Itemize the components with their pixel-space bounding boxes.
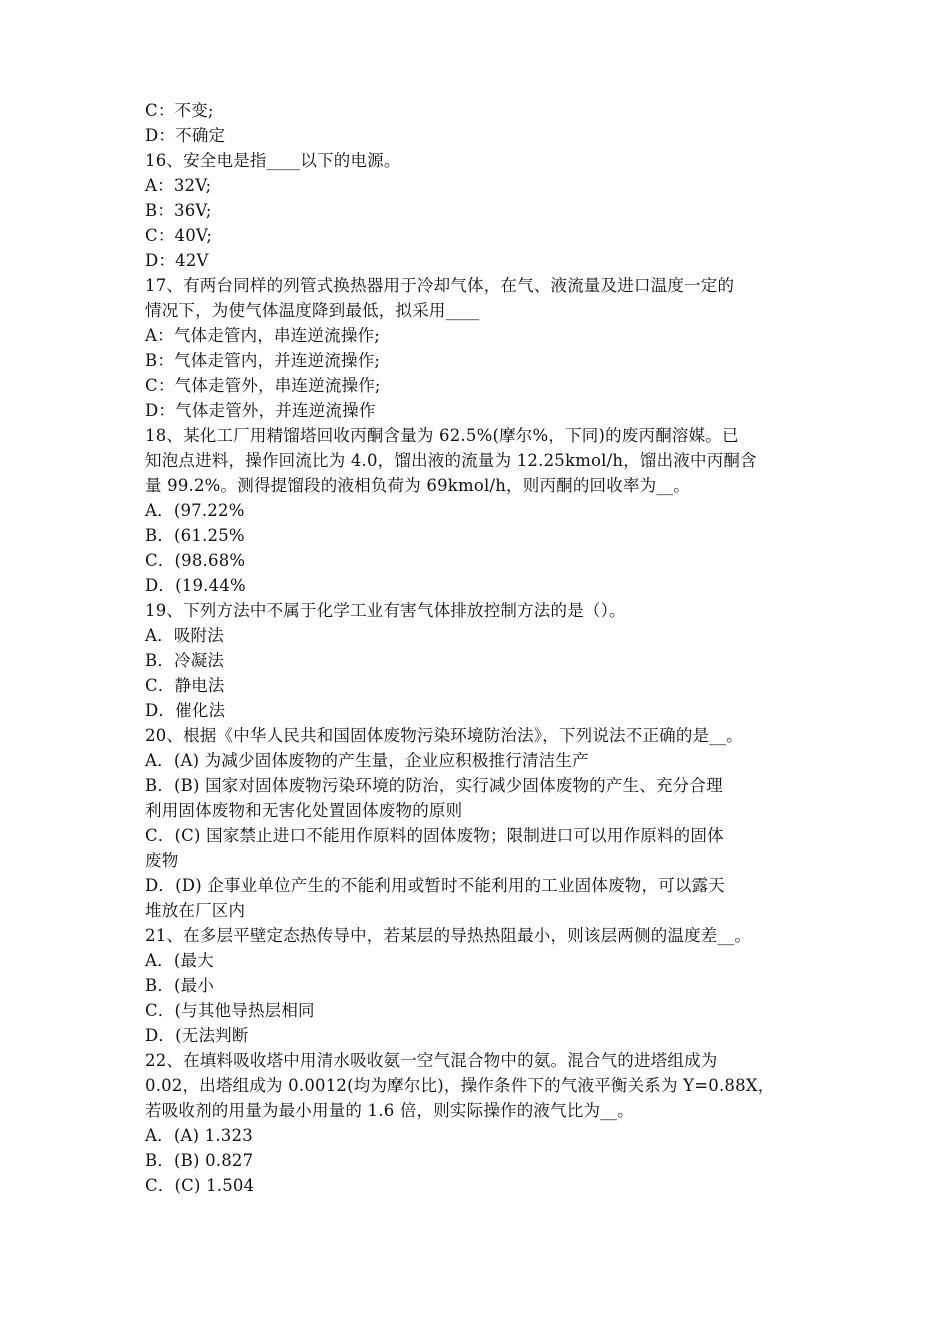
- option-c-q19: C．静电法: [145, 676, 225, 695]
- option-b-q18: B．(61.25%: [145, 526, 245, 545]
- option-b-q22: B．(B) 0.827: [145, 1151, 254, 1170]
- option-c-q18: C．(98.68%: [145, 551, 246, 570]
- question-16: 16、安全电是指____以下的电源。: [145, 151, 401, 170]
- question-22-line-1: 22、在填料吸收塔中用清水吸收氨一空气混合物中的氨。混合气的进塔组成为: [145, 1051, 718, 1070]
- option-d-q20-line-1: D．(D) 企事业单位产生的不能利用或暂时不能利用的工业固体废物，可以露天: [145, 876, 725, 895]
- document-body: [145, 98, 810, 1198]
- question-20: 20、根据《中华人民共和国固体废物污染环境防治法》，下列说法不正确的是__。: [145, 726, 743, 745]
- question-17-line-2: 情况下，为使气体温度降到最低，拟采用____: [145, 301, 480, 320]
- option-b-q21: B．(最小: [145, 976, 215, 995]
- question-18-line-2: 知泡点进料，操作回流比为 4.0，馏出液的流量为 12.25kmol/h，馏出液中丙酮含: [145, 451, 757, 470]
- option-a-q16: A：32V;: [145, 176, 212, 195]
- option-d-q20-line-2: 堆放在厂区内: [145, 901, 246, 920]
- option-a-q18: A．(97.22%: [145, 501, 245, 520]
- option-a-q17: A：气体走管内，串连逆流操作;: [145, 326, 380, 345]
- option-b-q20-line-2: 利用固体废物和无害化处置固体废物的原则: [145, 801, 463, 820]
- option-c-q17: C：气体走管外，串连逆流操作;: [145, 376, 381, 395]
- option-d-q16: D：42V: [145, 251, 209, 270]
- option-b-q19: B．冷凝法: [145, 651, 225, 670]
- option-c-q20-line-2: 废物: [145, 851, 179, 870]
- option-d-q19: D．催化法: [145, 701, 226, 720]
- option-c-q22: C．(C) 1.504: [145, 1176, 255, 1195]
- question-22-line-2: 0.02，出塔组成为 0.0012(均为摩尔比)，操作条件下的气液平衡关系为 Y=0.88X，: [145, 1076, 775, 1095]
- question-18-line-1: 18、某化工厂用精馏塔回收丙酮含量为 62.5%(摩尔%，下同)的废丙酮溶媒。已: [145, 426, 739, 445]
- question-21: 21、在多层平壁定态热传导中，若某层的导热热阻最小，则该层两侧的温度差__。: [145, 926, 752, 945]
- option-a-q21: A．(最大: [145, 951, 214, 970]
- option-d-q17: D：气体走管外，并连逆流操作: [145, 401, 376, 420]
- option-c-q16: C：40V;: [145, 226, 213, 245]
- question-17-line-1: 17、有两台同样的列管式换热器用于冷却气体，在气、液流量及进口温度一定的: [145, 276, 735, 295]
- option-b-q20-line-1: B．(B) 国家对固体废物污染环境的防治，实行减少固体废物的产生、充分合理: [145, 776, 723, 795]
- option-c-q15: C：不变;: [145, 101, 214, 120]
- option-c-q21: C．(与其他导热层相同: [145, 1001, 315, 1020]
- question-18-line-3: 量 99.2%。测得提馏段的液相负荷为 69kmol/h，则丙酮的回收率为__。: [145, 476, 690, 495]
- option-c-q20-line-1: C．(C) 国家禁止进口不能用作原料的固体废物；限制进口可以用作原料的固体: [145, 826, 724, 845]
- option-d-q15: D：不确定: [145, 126, 226, 145]
- question-22-line-3: 若吸收剂的用量为最小用量的 1.6 倍，则实际操作的液气比为__。: [145, 1101, 634, 1120]
- option-d-q21: D．(无法判断: [145, 1026, 249, 1045]
- question-19: 19、下列方法中不属于化学工业有害气体排放控制方法的是（）。: [145, 601, 626, 620]
- option-a-q19: A．吸附法: [145, 626, 224, 645]
- option-b-q17: B：气体走管内，并连逆流操作;: [145, 351, 381, 370]
- option-a-q20: A．(A) 为减少固体废物的产生量，企业应积极推行清洁生产: [145, 751, 589, 770]
- option-a-q22: A．(A) 1.323: [145, 1126, 253, 1145]
- option-b-q16: B：36V;: [145, 201, 212, 220]
- option-d-q18: D．(19.44%: [145, 576, 246, 595]
